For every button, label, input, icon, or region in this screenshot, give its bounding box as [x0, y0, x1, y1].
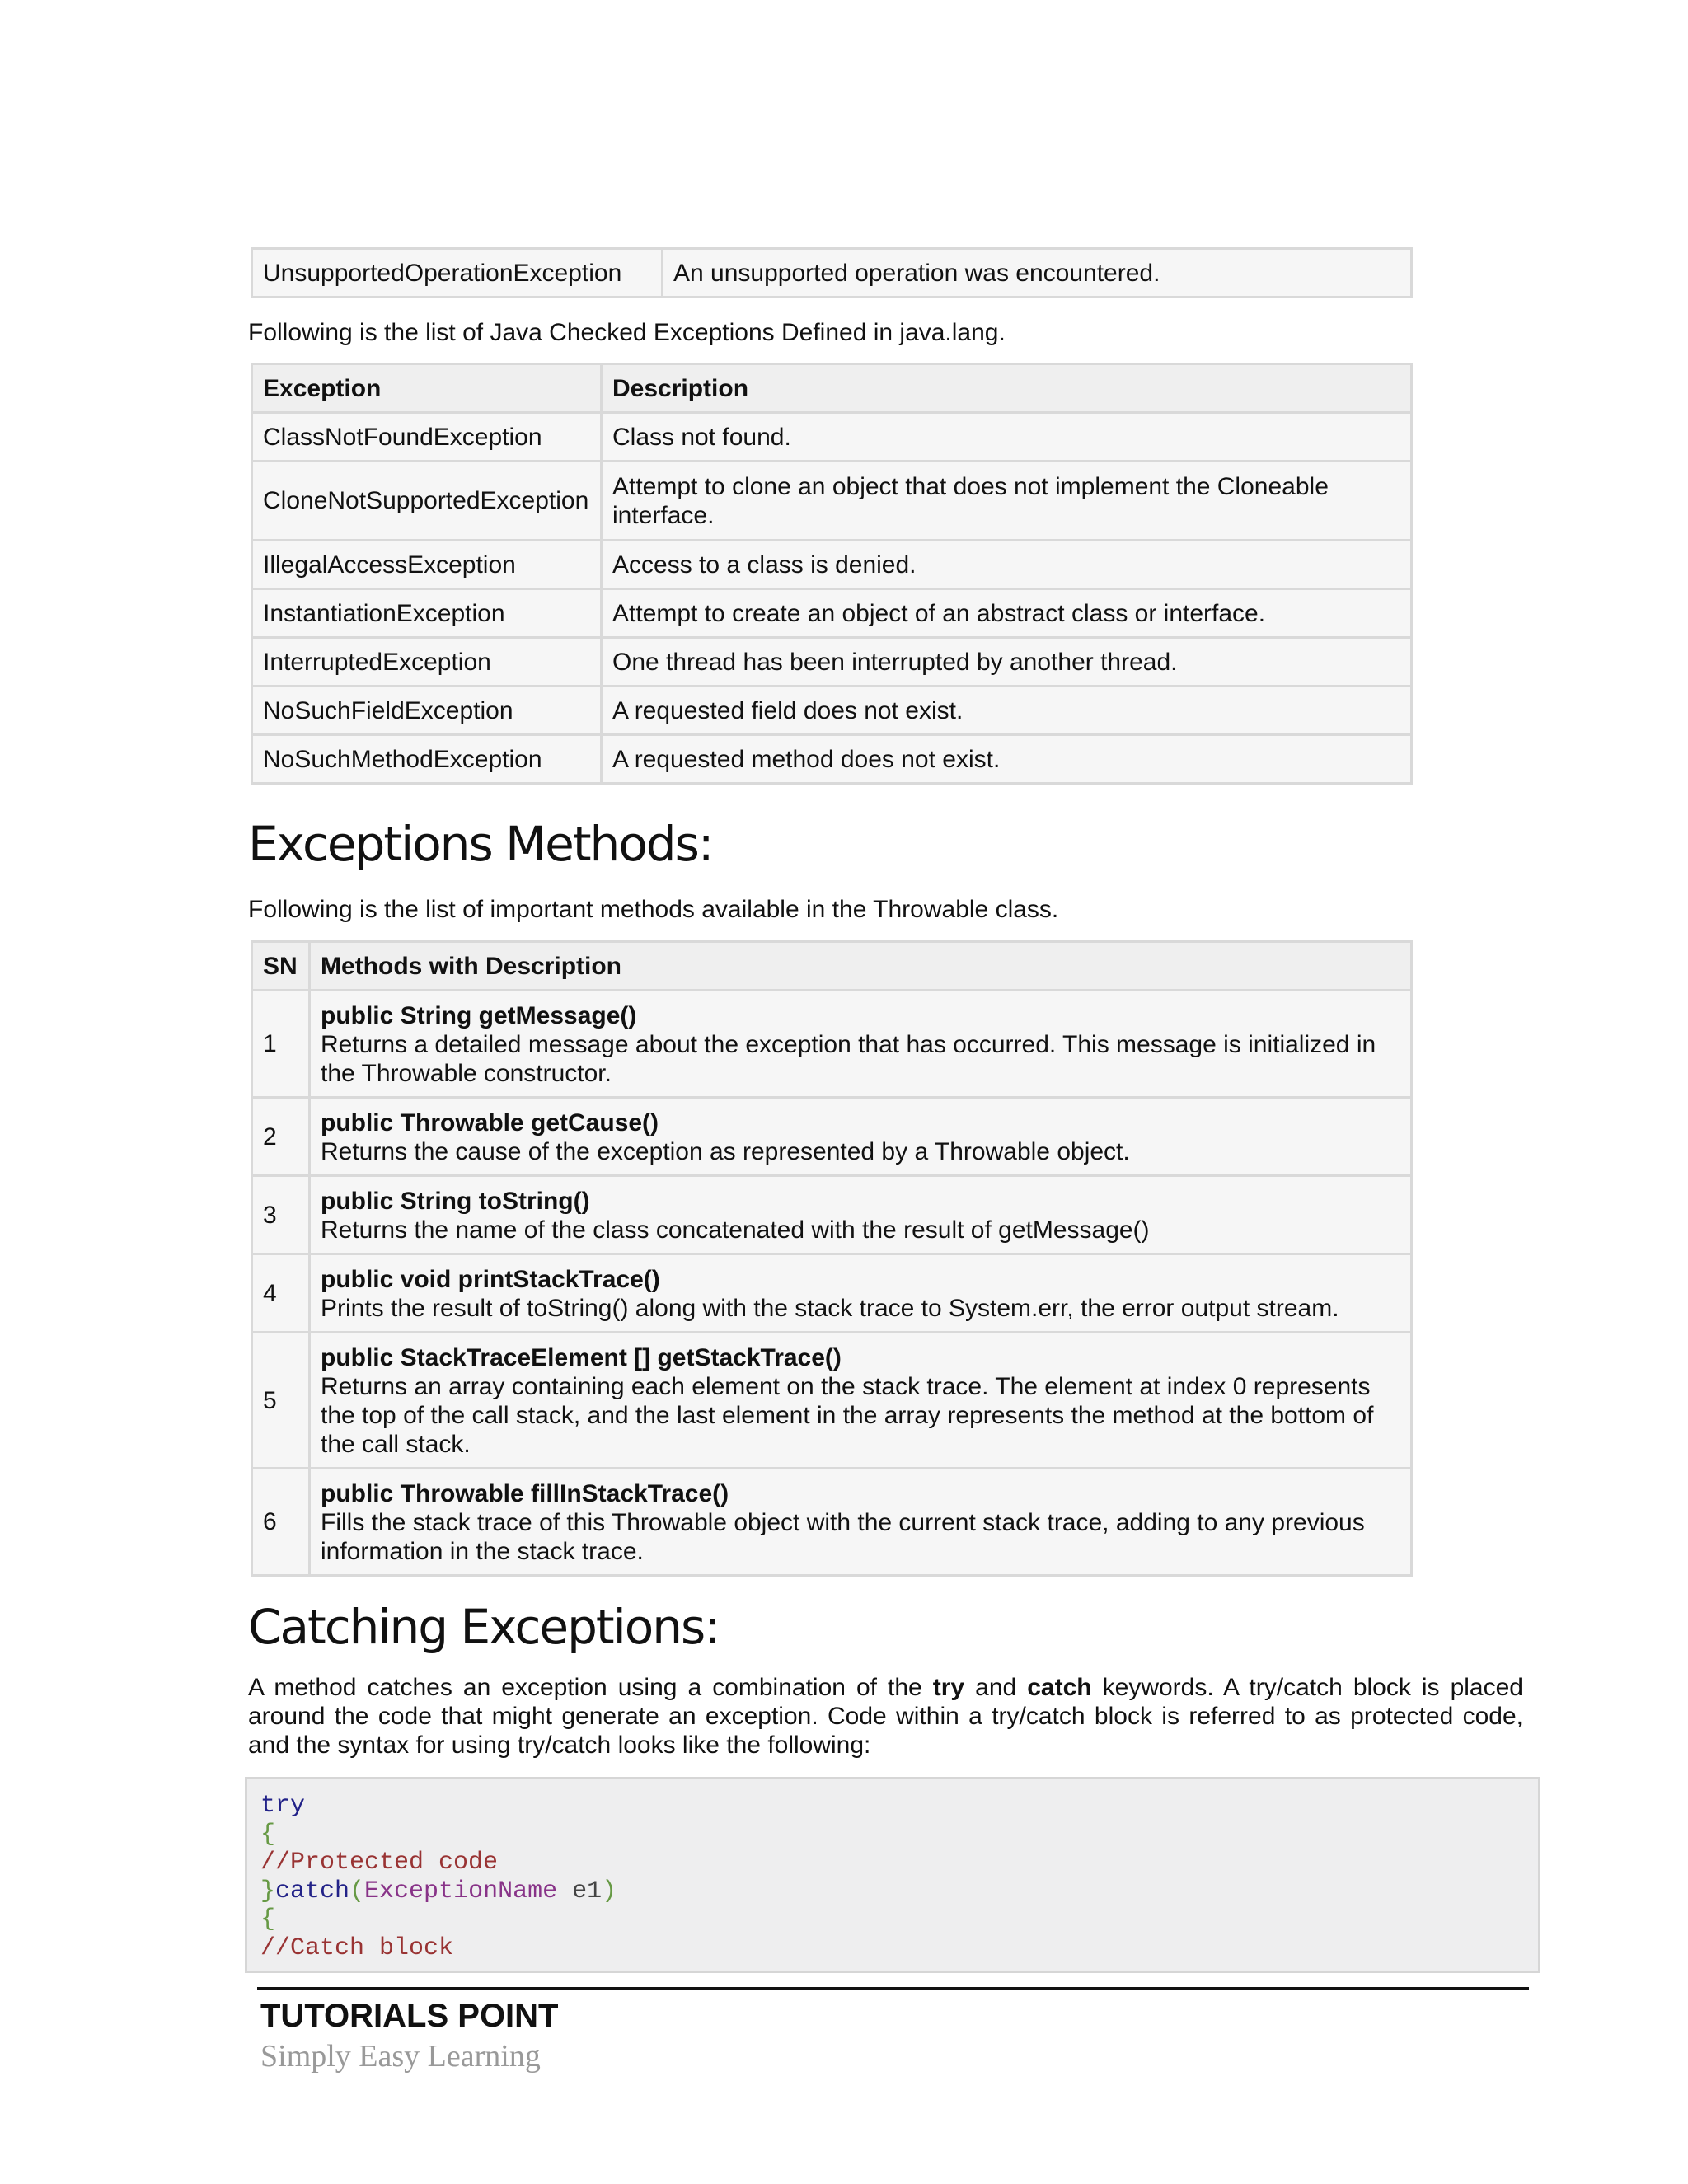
code-identifier: e1 [557, 1877, 603, 1905]
table-header-row [252, 942, 1412, 991]
paragraph-text: A method catches an exception using a combination of the [248, 1674, 933, 1701]
footer-divider [257, 1987, 1529, 1990]
column-header-exception: Exception [252, 364, 602, 413]
row-number: 3 [252, 1176, 310, 1254]
methods-intro: Following is the list of important methods available in the Throwable class. [248, 896, 1059, 923]
method-signature: public StackTraceElement [] getStackTrace() [321, 1344, 842, 1371]
code-comment: //Catch block [260, 1933, 454, 1962]
paragraph-text: and [964, 1674, 1028, 1701]
column-header-description: Description [602, 364, 1412, 413]
throwable-methods-table [251, 940, 1413, 1577]
table-row [252, 687, 1412, 735]
method-description: Returns an array containing each element on the stack trace. The element at index 0 represents the top of the call stack, and the last element in the array represents the method at the bottom of the call stack. [321, 1373, 1374, 1458]
section-heading-exceptions-methods: Exceptions Methods: [248, 816, 713, 872]
catching-paragraph [248, 1673, 1523, 1760]
exception-description-cell: Class not found. [602, 413, 1412, 462]
exception-name-cell: CloneNotSupportedException [252, 462, 602, 541]
method-signature: public void printStackTrace() [321, 1266, 660, 1293]
keyword-try: try [932, 1674, 965, 1701]
method-description: Returns the name of the class concatenated with the result of getMessage() [321, 1216, 1150, 1244]
row-number: 2 [252, 1098, 310, 1176]
row-number: 4 [252, 1254, 310, 1333]
code-keyword: catch [275, 1877, 350, 1905]
table-row [252, 541, 1412, 589]
row-number: 6 [252, 1469, 310, 1576]
method-description: Returns a detailed message about the exception that has occurred. This message is initialized in the Throwable constructor. [321, 1031, 1376, 1087]
table-row [252, 1098, 1412, 1176]
exception-name-cell: NoSuchFieldException [252, 687, 602, 735]
method-description: Prints the result of toString() along with the stack trace to System.err, the error output stream. [321, 1295, 1339, 1322]
table-header-row [252, 364, 1412, 413]
method-signature: public Throwable getCause() [321, 1109, 659, 1137]
method-signature: public Throwable fillInStackTrace() [321, 1480, 729, 1507]
section-heading-catching-exceptions: Catching Exceptions: [248, 1599, 719, 1655]
exception-description-cell: A requested field does not exist. [602, 687, 1412, 735]
code-keyword: try [260, 1792, 306, 1820]
column-header-methods: Methods with Description [310, 942, 1412, 991]
keyword-catch: catch [1027, 1674, 1092, 1701]
code-brace: { [260, 1905, 276, 1933]
method-cell [310, 991, 1412, 1098]
table-row [252, 638, 1412, 687]
footer-brand: TUTORIALS POINT [260, 1998, 559, 2034]
table-row [252, 1176, 1412, 1254]
code-block [245, 1777, 1540, 1973]
exception-name-cell: IllegalAccessException [252, 541, 602, 589]
method-cell [310, 1254, 1412, 1333]
code-paren: ( [349, 1877, 365, 1905]
table-row [252, 249, 1412, 298]
code-brace: } [260, 1877, 276, 1905]
paragraph-text: keywords. A try/catch block is placed around the code that might generate an exception. Code within a try/catch block is referred to as protected code, and the syntax for using try/catch looks like the following: [248, 1674, 1523, 1759]
method-description: Fills the stack trace of this Throwable object with the current stack trace, adding to any previous information in the stack trace. [321, 1509, 1365, 1565]
code-comment: //Protected code [260, 1849, 499, 1877]
row-number: 5 [252, 1333, 310, 1469]
checked-exceptions-table [251, 363, 1413, 785]
method-cell [310, 1469, 1412, 1576]
method-cell [310, 1098, 1412, 1176]
exception-description-cell: Access to a class is denied. [602, 541, 1412, 589]
table-row [252, 991, 1412, 1098]
code-type: ExceptionName [364, 1877, 558, 1905]
method-signature: public String toString() [321, 1188, 590, 1215]
table-row [252, 462, 1412, 541]
unchecked-exceptions-table-continued [251, 247, 1413, 298]
method-cell [310, 1176, 1412, 1254]
exception-description-cell: A requested method does not exist. [602, 735, 1412, 784]
method-description: Returns the cause of the exception as represented by a Throwable object. [321, 1138, 1130, 1165]
row-number: 1 [252, 991, 310, 1098]
table-row [252, 413, 1412, 462]
column-header-sn: SN [252, 942, 310, 991]
exception-name-cell: InstantiationException [252, 589, 602, 638]
exception-description-cell: One thread has been interrupted by another thread. [602, 638, 1412, 687]
method-cell [310, 1333, 1412, 1469]
method-signature: public String getMessage() [321, 1002, 637, 1029]
exception-description-cell: An unsupported operation was encountered. [663, 249, 1412, 298]
exception-name-cell: UnsupportedOperationException [252, 249, 663, 298]
table-row [252, 1333, 1412, 1469]
table-row [252, 1254, 1412, 1333]
table-row [252, 735, 1412, 784]
checked-exceptions-intro: Following is the list of Java Checked Exceptions Defined in java.lang. [248, 319, 1006, 346]
table-row [252, 589, 1412, 638]
code-brace: { [260, 1820, 276, 1849]
exception-description-cell: Attempt to clone an object that does not implement the Cloneable interface. [602, 462, 1412, 541]
table-row [252, 1469, 1412, 1576]
code-paren: ) [602, 1877, 617, 1905]
exception-name-cell: NoSuchMethodException [252, 735, 602, 784]
exception-description-cell: Attempt to create an object of an abstract class or interface. [602, 589, 1412, 638]
exception-name-cell: InterruptedException [252, 638, 602, 687]
footer-tagline: Simply Easy Learning [260, 2039, 541, 2074]
exception-name-cell: ClassNotFoundException [252, 413, 602, 462]
